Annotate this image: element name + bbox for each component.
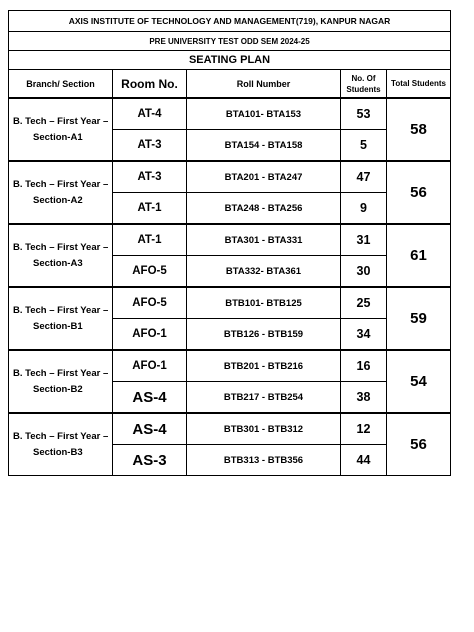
room-number-cell: AT-4 <box>113 98 187 130</box>
room-number-cell: AFO-1 <box>113 319 187 351</box>
room-number-cell: AT-1 <box>113 224 187 256</box>
table-row <box>9 224 451 256</box>
column-header-roll: Roll Number <box>187 70 341 99</box>
roll-number-cell: BTA154 - BTA158 <box>187 130 341 162</box>
table-row <box>9 413 451 445</box>
branch-line: B. Tech – First Year – <box>13 241 109 253</box>
branch-line: B. Tech – First Year – <box>13 367 109 379</box>
total-students-cell: 56 <box>387 161 451 224</box>
room-number-cell: AS-4 <box>113 382 187 414</box>
institute-title: AXIS INSTITUTE OF TECHNOLOGY AND MANAGEMENT(719), KANPUR NAGAR <box>9 11 451 32</box>
roll-number-cell: BTA101- BTA153 <box>187 98 341 130</box>
roll-number-cell: BTA332- BTA361 <box>187 256 341 288</box>
student-count-cell: 34 <box>341 319 387 351</box>
seating-plan-table <box>8 10 451 476</box>
room-number-cell: AS-3 <box>113 445 187 476</box>
roll-number-cell: BTB101- BTB125 <box>187 287 341 319</box>
branch-line: B. Tech – First Year – <box>13 178 109 190</box>
column-header-count-line2: Students <box>346 84 381 94</box>
student-count-cell: 38 <box>341 382 387 414</box>
section-line: Section-A1 <box>33 131 83 143</box>
table-row <box>9 161 451 193</box>
room-number-cell: AFO-1 <box>113 350 187 382</box>
branch-section-cell <box>9 98 113 161</box>
branch-section-cell <box>9 287 113 350</box>
exam-title: PRE UNIVERSITY TEST ODD SEM 2024-25 <box>9 32 451 51</box>
student-count-cell: 12 <box>341 413 387 445</box>
roll-number-cell: BTB126 - BTB159 <box>187 319 341 351</box>
section-line: Section-A3 <box>33 257 83 269</box>
table-row <box>9 350 451 382</box>
roll-number-cell: BTA201 - BTA247 <box>187 161 341 193</box>
seating-plan-sheet <box>8 10 450 476</box>
table-row <box>9 287 451 319</box>
table-row <box>9 98 451 130</box>
total-students-cell: 61 <box>387 224 451 287</box>
column-header-count <box>341 70 387 99</box>
branch-line: B. Tech – First Year – <box>13 304 109 316</box>
section-line: Section-A2 <box>33 194 83 206</box>
branch-section-cell <box>9 413 113 476</box>
column-header-count-line1: No. Of <box>351 73 376 83</box>
column-header-room: Room No. <box>113 70 187 99</box>
section-line: Section-B2 <box>33 383 83 395</box>
total-students-cell: 58 <box>387 98 451 161</box>
branch-section-cell <box>9 224 113 287</box>
branch-line: B. Tech – First Year – <box>13 430 109 442</box>
student-count-cell: 31 <box>341 224 387 256</box>
student-count-cell: 53 <box>341 98 387 130</box>
student-count-cell: 30 <box>341 256 387 288</box>
column-header-total: Total Students <box>387 70 451 99</box>
branch-section-cell <box>9 350 113 413</box>
total-students-cell: 59 <box>387 287 451 350</box>
roll-number-cell: BTB201 - BTB216 <box>187 350 341 382</box>
column-header-branch: Branch/ Section <box>9 70 113 99</box>
room-number-cell: AT-3 <box>113 130 187 162</box>
branch-line: B. Tech – First Year – <box>13 115 109 127</box>
student-count-cell: 47 <box>341 161 387 193</box>
plan-title: SEATING PLAN <box>9 51 451 70</box>
branch-section-cell <box>9 161 113 224</box>
total-students-cell: 54 <box>387 350 451 413</box>
roll-number-cell: BTB301 - BTB312 <box>187 413 341 445</box>
room-number-cell: AT-1 <box>113 193 187 225</box>
room-number-cell: AT-3 <box>113 161 187 193</box>
roll-number-cell: BTA301 - BTA331 <box>187 224 341 256</box>
total-students-cell: 56 <box>387 413 451 476</box>
roll-number-cell: BTA248 - BTA256 <box>187 193 341 225</box>
section-line: Section-B3 <box>33 446 83 458</box>
student-count-cell: 9 <box>341 193 387 225</box>
student-count-cell: 16 <box>341 350 387 382</box>
room-number-cell: AS-4 <box>113 413 187 445</box>
student-count-cell: 44 <box>341 445 387 476</box>
room-number-cell: AFO-5 <box>113 256 187 288</box>
student-count-cell: 25 <box>341 287 387 319</box>
roll-number-cell: BTB217 - BTB254 <box>187 382 341 414</box>
student-count-cell: 5 <box>341 130 387 162</box>
section-line: Section-B1 <box>33 320 83 332</box>
room-number-cell: AFO-5 <box>113 287 187 319</box>
roll-number-cell: BTB313 - BTB356 <box>187 445 341 476</box>
